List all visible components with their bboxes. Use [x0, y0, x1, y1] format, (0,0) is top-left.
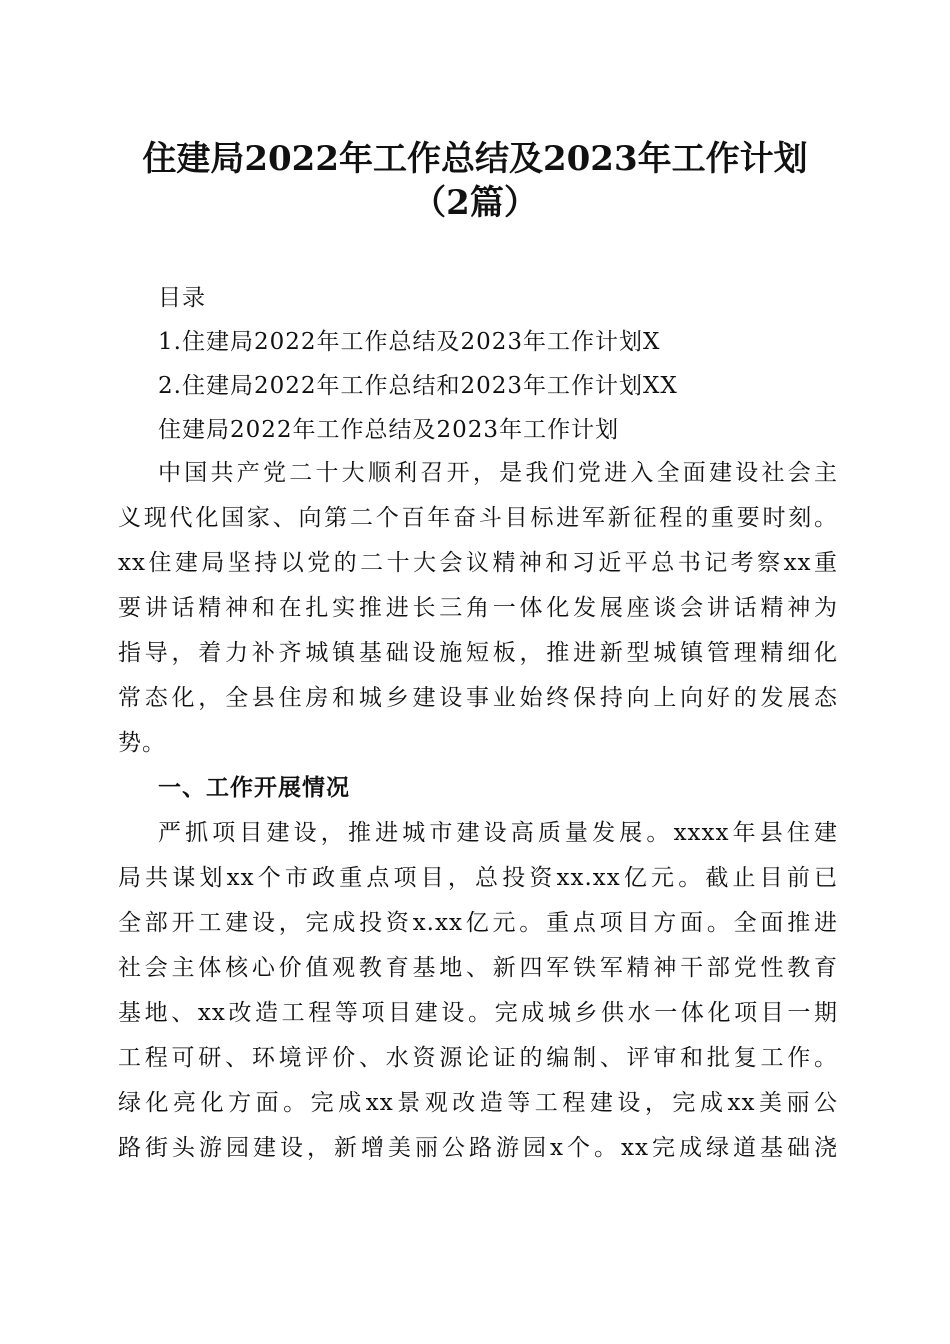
- paragraph-line: 要讲话精神和在扎实推进长三角一体化发展座谈会讲话精神为: [118, 595, 838, 621]
- paragraph-line: 严抓项目建设，推进城市建设高质量发展。xxxx年县住建: [158, 820, 838, 846]
- paragraph-line: 义现代化国家、向第二个百年奋斗目标进军新征程的重要时刻。: [118, 505, 838, 531]
- paragraph-line: 指导，着力补齐城镇基础设施短板，推进新型城镇管理精细化: [118, 640, 838, 666]
- document-title: 住建局2022年工作总结及2023年工作计划: [142, 139, 808, 179]
- paragraph-line: 基地、xx改造工程等项目建设。完成城乡供水一体化项目一期: [118, 1000, 838, 1026]
- toc-item: 1.住建局2022年工作总结及2023年工作计划X: [158, 329, 661, 355]
- paragraph-line: 局共谋划xx个市政重点项目，总投资xx.xx亿元。截止目前已: [118, 865, 838, 891]
- paragraph-line: xx住建局坚持以党的二十大会议精神和习近平总书记考察xx重: [118, 550, 838, 576]
- paragraph-line: 工程可研、环境评价、水资源论证的编制、评审和批复工作。: [118, 1045, 838, 1071]
- toc-item: 2.住建局2022年工作总结和2023年工作计划XX: [158, 373, 678, 399]
- paragraph-line: 绿化亮化方面。完成xx景观改造等工程建设，完成xx美丽公: [118, 1090, 838, 1116]
- paragraph-line: 全部开工建设，完成投资x.xx亿元。重点项目方面。全面推进: [118, 910, 838, 936]
- section-heading: 一、工作开展情况: [158, 775, 350, 801]
- paragraph-line: 势。: [118, 730, 166, 756]
- article-title: 住建局2022年工作总结及2023年工作计划: [158, 417, 620, 443]
- paragraph-line: 社会主体核心价值观教育基地、新四军铁军精神干部党性教育: [118, 955, 838, 981]
- toc-heading: 目录: [158, 285, 206, 311]
- paragraph-line: 中国共产党二十大顺利召开，是我们党进入全面建设社会主: [158, 460, 838, 486]
- document-subtitle-count: （2篇）: [412, 183, 538, 223]
- paragraph-line: 路街头游园建设，新增美丽公路游园x个。xx完成绿道基础浇: [118, 1135, 838, 1161]
- paragraph-line: 常态化，全县住房和城乡建设事业始终保持向上向好的发展态: [118, 685, 838, 711]
